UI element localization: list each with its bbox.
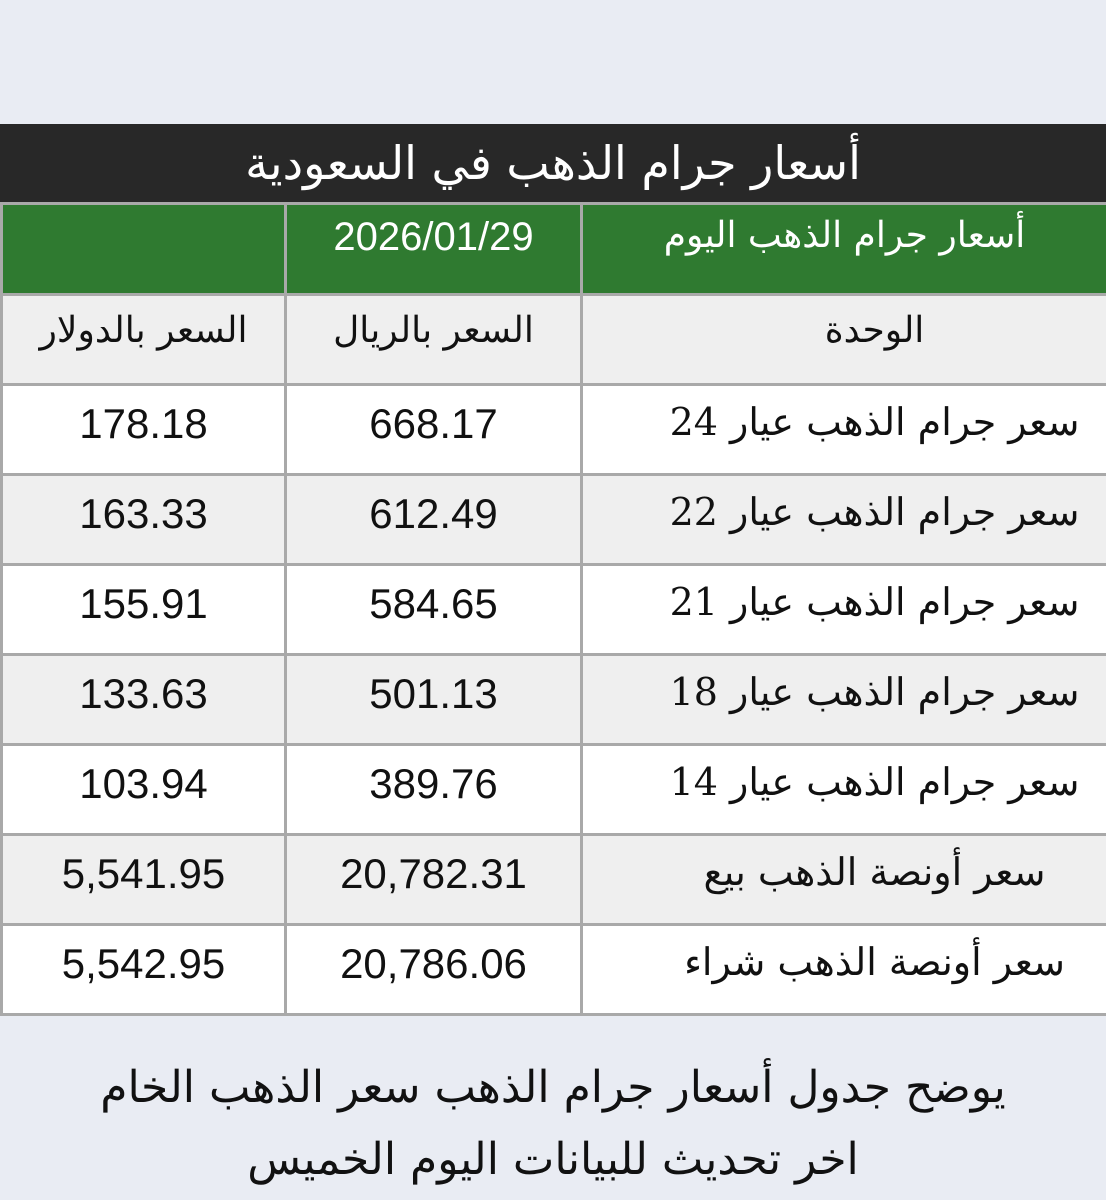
table-row [2, 925, 1106, 1015]
unit-label: سعر جرام الذهب عيار 18 [669, 670, 1080, 714]
table-row [2, 835, 1106, 925]
unit-cell [582, 655, 1106, 745]
table-row [2, 565, 1106, 655]
usd-cell [2, 475, 286, 565]
table-row [2, 745, 1106, 835]
usd-cell [2, 925, 286, 1015]
unit-cell [582, 385, 1106, 475]
unit-label: سعر أونصة الذهب بيع [703, 850, 1046, 894]
column-header-sar [286, 295, 582, 385]
sar-cell [286, 745, 582, 835]
sar-value: 389.76 [369, 760, 498, 807]
usd-cell [2, 385, 286, 475]
column-header-row [2, 295, 1106, 385]
sar-cell [286, 385, 582, 475]
header-empty-cell [2, 204, 286, 295]
usd-cell [2, 835, 286, 925]
header-date-cell [286, 204, 582, 295]
sar-cell [286, 835, 582, 925]
caption [0, 1052, 1106, 1196]
usd-cell [2, 565, 286, 655]
sar-value: 20,782.31 [340, 850, 527, 897]
caption-line-2: اخر تحديث للبيانات اليوم الخميس [247, 1134, 859, 1185]
sar-value: 20,786.06 [340, 940, 527, 987]
sar-value: 668.17 [369, 400, 498, 447]
unit-cell [582, 565, 1106, 655]
usd-value: 178.18 [79, 400, 208, 447]
usd-value: 5,541.95 [61, 850, 226, 897]
sar-value: 501.13 [369, 670, 498, 717]
unit-cell [582, 835, 1106, 925]
column-header-usd [2, 295, 286, 385]
sar-cell [286, 925, 582, 1015]
sar-cell [286, 565, 582, 655]
sar-value: 584.65 [369, 580, 498, 627]
unit-cell [582, 925, 1106, 1015]
table-header-row [2, 204, 1106, 295]
unit-cell [582, 745, 1106, 835]
page-title: أسعار جرام الذهب في السعودية [0, 124, 1106, 202]
usd-value: 133.63 [79, 670, 208, 717]
header-label: أسعار جرام الذهب اليوم [663, 215, 1026, 256]
table-row [2, 385, 1106, 475]
column-header-usd-label: السعر بالدولار [39, 310, 248, 351]
unit-label: سعر جرام الذهب عيار 21 [669, 580, 1080, 624]
column-header-unit-label: الوحدة [824, 310, 925, 351]
header-label-cell [582, 204, 1106, 295]
unit-label: سعر جرام الذهب عيار 24 [669, 400, 1080, 444]
table-row [2, 475, 1106, 565]
column-header-unit [582, 295, 1106, 385]
usd-value: 5,542.95 [61, 940, 226, 987]
usd-value: 155.91 [79, 580, 208, 627]
unit-cell [582, 475, 1106, 565]
unit-label: سعر جرام الذهب عيار 14 [669, 760, 1080, 804]
column-header-sar-label: السعر بالريال [333, 310, 534, 351]
caption-line-1: يوضح جدول أسعار جرام الذهب سعر الذهب الخام [100, 1062, 1006, 1113]
header-date: 2026/01/29 [333, 215, 534, 259]
unit-label: سعر جرام الذهب عيار 22 [669, 490, 1080, 534]
usd-value: 163.33 [79, 490, 208, 537]
usd-value: 103.94 [79, 760, 208, 807]
sar-cell [286, 475, 582, 565]
sar-value: 612.49 [369, 490, 498, 537]
usd-cell [2, 745, 286, 835]
table-row [2, 655, 1106, 745]
sar-cell [286, 655, 582, 745]
unit-label: سعر أونصة الذهب شراء [684, 940, 1065, 984]
gold-price-table [0, 202, 1106, 1016]
usd-cell [2, 655, 286, 745]
